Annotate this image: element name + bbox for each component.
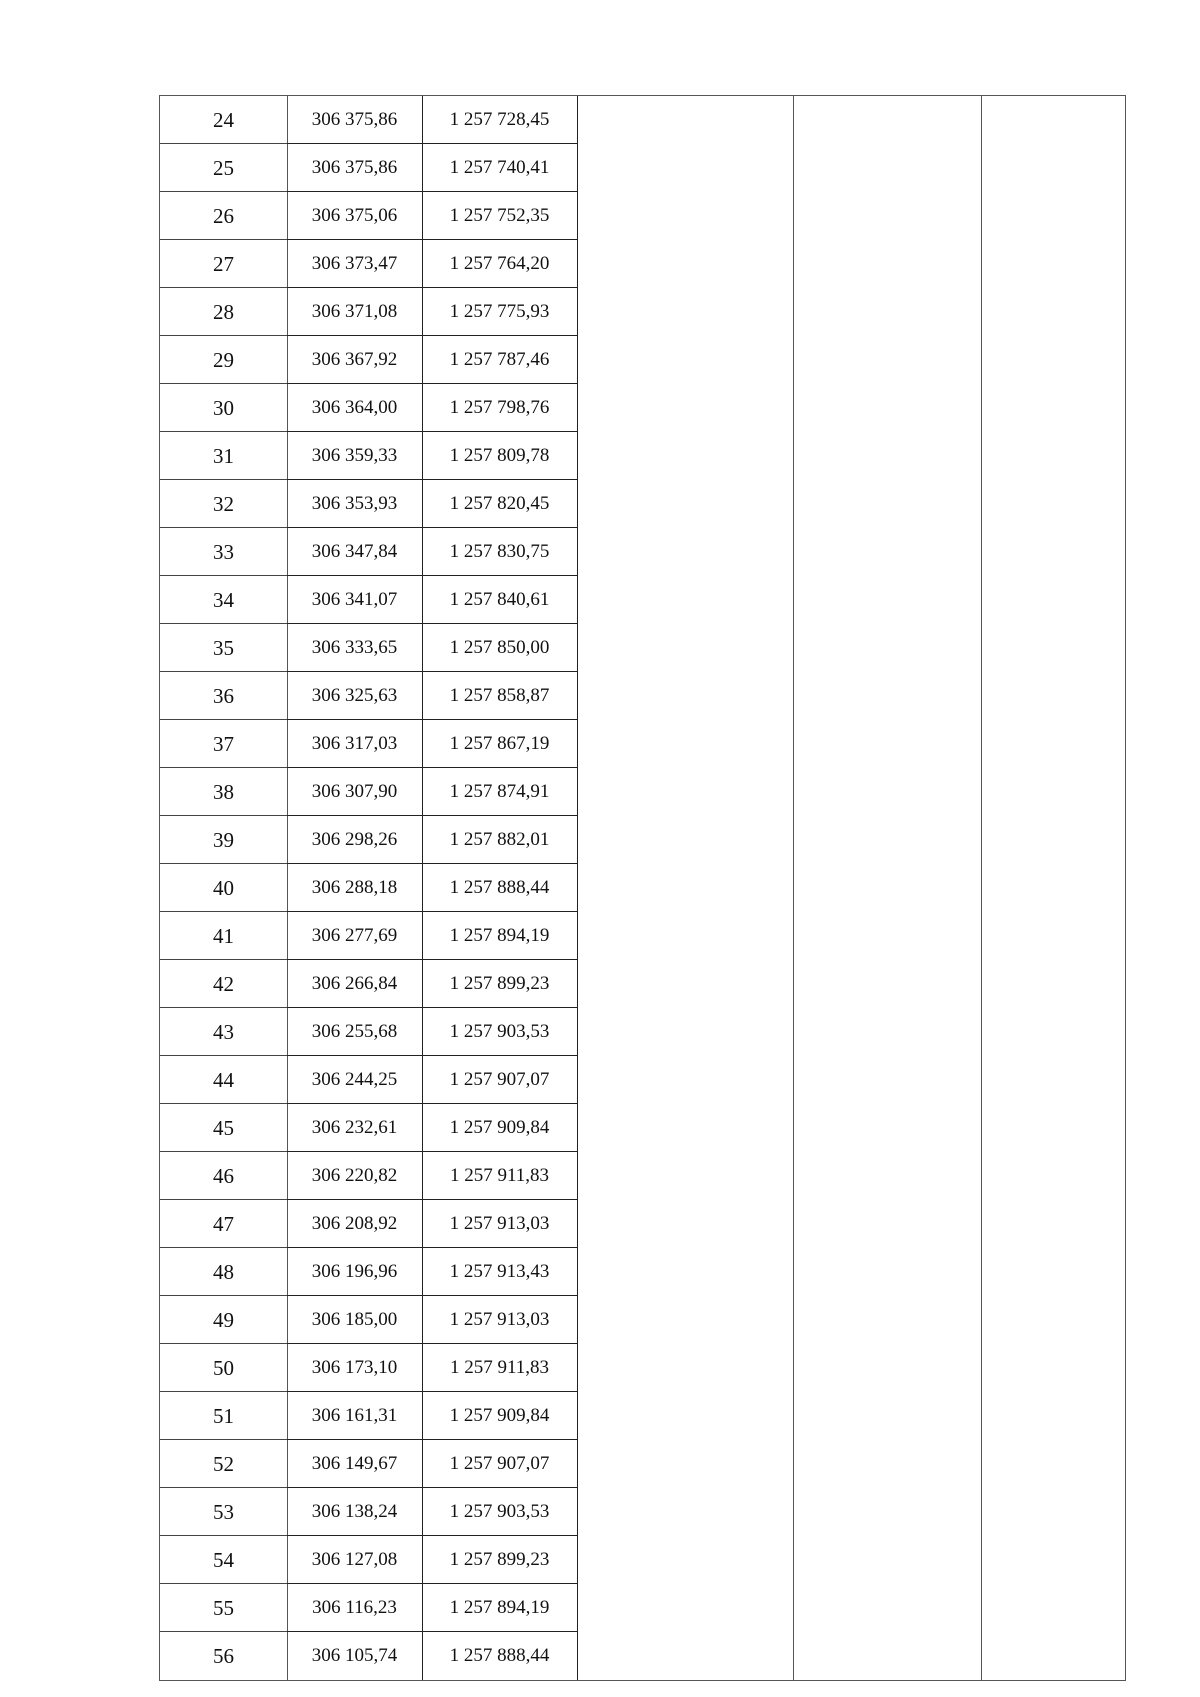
table-row: [160, 1248, 577, 1296]
y-coordinate-cell: 1 257 728,45: [449, 109, 550, 130]
y-coordinate-cell: 1 257 764,20: [449, 253, 550, 274]
table-row: [160, 1632, 577, 1680]
x-coordinate-cell: 306 138,24: [311, 1501, 398, 1522]
point-number-cell: 51: [213, 1404, 234, 1428]
x-coordinate-cell: 306 244,25: [311, 1069, 398, 1090]
point-number-cell: 37: [213, 732, 234, 756]
table-row: [160, 1344, 577, 1392]
y-coordinate-cell: 1 257 894,19: [449, 925, 550, 946]
point-number-cell: 45: [213, 1116, 234, 1140]
y-coordinate-cell: 1 257 907,07: [449, 1453, 550, 1474]
table-row: [160, 1296, 577, 1344]
y-coordinate-cell: 1 257 899,23: [449, 973, 550, 994]
x-coordinate-cell: 306 232,61: [311, 1117, 398, 1138]
y-coordinate-cell: 1 257 858,87: [449, 685, 550, 706]
x-coordinate-cell: 306 196,96: [311, 1261, 398, 1282]
table-row: [160, 144, 577, 192]
x-coordinate-cell: 306 105,74: [311, 1645, 398, 1666]
x-coordinate-cell: 306 353,93: [311, 493, 398, 514]
y-coordinate-cell: 1 257 913,43: [449, 1261, 550, 1282]
table-row: [160, 1056, 577, 1104]
y-coordinate-cell: 1 257 740,41: [449, 157, 550, 178]
x-coordinate-cell: 306 341,07: [311, 589, 398, 610]
table-row: [160, 1392, 577, 1440]
y-coordinate-cell: 1 257 752,35: [449, 205, 550, 226]
point-number-cell: 54: [213, 1548, 234, 1572]
point-number-cell: 50: [213, 1356, 234, 1380]
y-coordinate-cell: 1 257 894,19: [449, 1597, 550, 1618]
y-coordinate-cell: 1 257 909,84: [449, 1405, 550, 1426]
table-row: [160, 480, 577, 528]
y-coordinate-cell: 1 257 830,75: [449, 541, 550, 562]
table-row: [160, 240, 577, 288]
table-row: [160, 1584, 577, 1632]
point-number-cell: 55: [213, 1596, 234, 1620]
point-number-cell: 42: [213, 972, 234, 996]
x-coordinate-cell: 306 185,00: [311, 1309, 398, 1330]
table-row: [160, 384, 577, 432]
y-coordinate-cell: 1 257 888,44: [449, 1645, 550, 1666]
table-row: [160, 288, 577, 336]
x-coordinate-cell: 306 333,65: [311, 637, 398, 658]
point-number-cell: 34: [213, 588, 234, 612]
point-number-cell: 25: [213, 156, 234, 180]
point-number-cell: 40: [213, 876, 234, 900]
x-coordinate-cell: 306 277,69: [311, 925, 398, 946]
y-coordinate-cell: 1 257 882,01: [449, 829, 550, 850]
x-coordinate-cell: 306 266,84: [311, 973, 398, 994]
point-number-cell: 28: [213, 300, 234, 324]
table-row: [160, 768, 577, 816]
column-divider: [981, 96, 982, 1680]
y-coordinate-cell: 1 257 911,83: [449, 1165, 550, 1186]
point-number-cell: 30: [213, 396, 234, 420]
x-coordinate-cell: 306 298,26: [311, 829, 398, 850]
x-coordinate-cell: 306 325,63: [311, 685, 398, 706]
point-number-cell: 33: [213, 540, 234, 564]
table-row: [160, 432, 577, 480]
x-coordinate-cell: 306 116,23: [312, 1597, 397, 1618]
x-coordinate-cell: 306 364,00: [311, 397, 398, 418]
x-coordinate-cell: 306 220,82: [311, 1165, 398, 1186]
table-body: [160, 96, 577, 1680]
y-coordinate-cell: 1 257 809,78: [449, 445, 550, 466]
x-coordinate-cell: 306 317,03: [311, 733, 398, 754]
x-coordinate-cell: 306 373,47: [311, 253, 398, 274]
table-row: [160, 864, 577, 912]
y-coordinate-cell: 1 257 909,84: [449, 1117, 550, 1138]
y-coordinate-cell: 1 257 903,53: [449, 1021, 550, 1042]
x-coordinate-cell: 306 375,86: [311, 109, 398, 130]
table-row: [160, 1200, 577, 1248]
point-number-cell: 39: [213, 828, 234, 852]
point-number-cell: 56: [213, 1644, 234, 1668]
x-coordinate-cell: 306 371,08: [311, 301, 398, 322]
table-row: [160, 96, 577, 144]
point-number-cell: 53: [213, 1500, 234, 1524]
y-coordinate-cell: 1 257 888,44: [449, 877, 550, 898]
x-coordinate-cell: 306 375,06: [311, 205, 398, 226]
column-divider: [793, 96, 794, 1680]
x-coordinate-cell: 306 288,18: [311, 877, 398, 898]
table-row: [160, 1488, 577, 1536]
point-number-cell: 49: [213, 1308, 234, 1332]
point-number-cell: 48: [213, 1260, 234, 1284]
point-number-cell: 26: [213, 204, 234, 228]
y-coordinate-cell: 1 257 911,83: [449, 1357, 550, 1378]
point-number-cell: 32: [213, 492, 234, 516]
point-number-cell: 44: [213, 1068, 234, 1092]
y-coordinate-cell: 1 257 798,76: [449, 397, 550, 418]
y-coordinate-cell: 1 257 867,19: [449, 733, 550, 754]
table-row: [160, 1440, 577, 1488]
y-coordinate-cell: 1 257 850,00: [449, 637, 550, 658]
x-coordinate-cell: 306 347,84: [311, 541, 398, 562]
y-coordinate-cell: 1 257 874,91: [449, 781, 550, 802]
x-coordinate-cell: 306 307,90: [311, 781, 398, 802]
point-number-cell: 24: [213, 108, 234, 132]
y-coordinate-cell: 1 257 775,93: [449, 301, 550, 322]
y-coordinate-cell: 1 257 913,03: [449, 1309, 550, 1330]
table-row: [160, 720, 577, 768]
point-number-cell: 29: [213, 348, 234, 372]
x-coordinate-cell: 306 208,92: [311, 1213, 398, 1234]
point-number-cell: 47: [213, 1212, 234, 1236]
point-number-cell: 36: [213, 684, 234, 708]
table-row: [160, 624, 577, 672]
x-coordinate-cell: 306 375,86: [311, 157, 398, 178]
table-row: [160, 336, 577, 384]
x-coordinate-cell: 306 161,31: [311, 1405, 398, 1426]
table-row: [160, 1008, 577, 1056]
point-number-cell: 52: [213, 1452, 234, 1476]
point-number-cell: 38: [213, 780, 234, 804]
table-row: [160, 960, 577, 1008]
table-row: [160, 576, 577, 624]
y-coordinate-cell: 1 257 820,45: [449, 493, 550, 514]
point-number-cell: 46: [213, 1164, 234, 1188]
y-coordinate-cell: 1 257 840,61: [449, 589, 550, 610]
table-row: [160, 528, 577, 576]
coordinates-table: [159, 95, 1126, 1681]
point-number-cell: 27: [213, 252, 234, 276]
table-row: [160, 192, 577, 240]
table-row: [160, 816, 577, 864]
point-number-cell: 41: [213, 924, 234, 948]
point-number-cell: 43: [213, 1020, 234, 1044]
point-number-cell: 31: [213, 444, 234, 468]
x-coordinate-cell: 306 359,33: [311, 445, 398, 466]
table-row: [160, 912, 577, 960]
x-coordinate-cell: 306 255,68: [311, 1021, 398, 1042]
y-coordinate-cell: 1 257 913,03: [449, 1213, 550, 1234]
table-row: [160, 1536, 577, 1584]
y-coordinate-cell: 1 257 899,23: [449, 1549, 550, 1570]
column-divider: [577, 96, 578, 1680]
table-row: [160, 1152, 577, 1200]
y-coordinate-cell: 1 257 907,07: [449, 1069, 550, 1090]
x-coordinate-cell: 306 367,92: [311, 349, 398, 370]
table-row: [160, 1104, 577, 1152]
y-coordinate-cell: 1 257 903,53: [449, 1501, 550, 1522]
y-coordinate-cell: 1 257 787,46: [449, 349, 550, 370]
x-coordinate-cell: 306 127,08: [311, 1549, 398, 1570]
x-coordinate-cell: 306 173,10: [311, 1357, 398, 1378]
x-coordinate-cell: 306 149,67: [311, 1453, 398, 1474]
point-number-cell: 35: [213, 636, 234, 660]
table-row: [160, 672, 577, 720]
